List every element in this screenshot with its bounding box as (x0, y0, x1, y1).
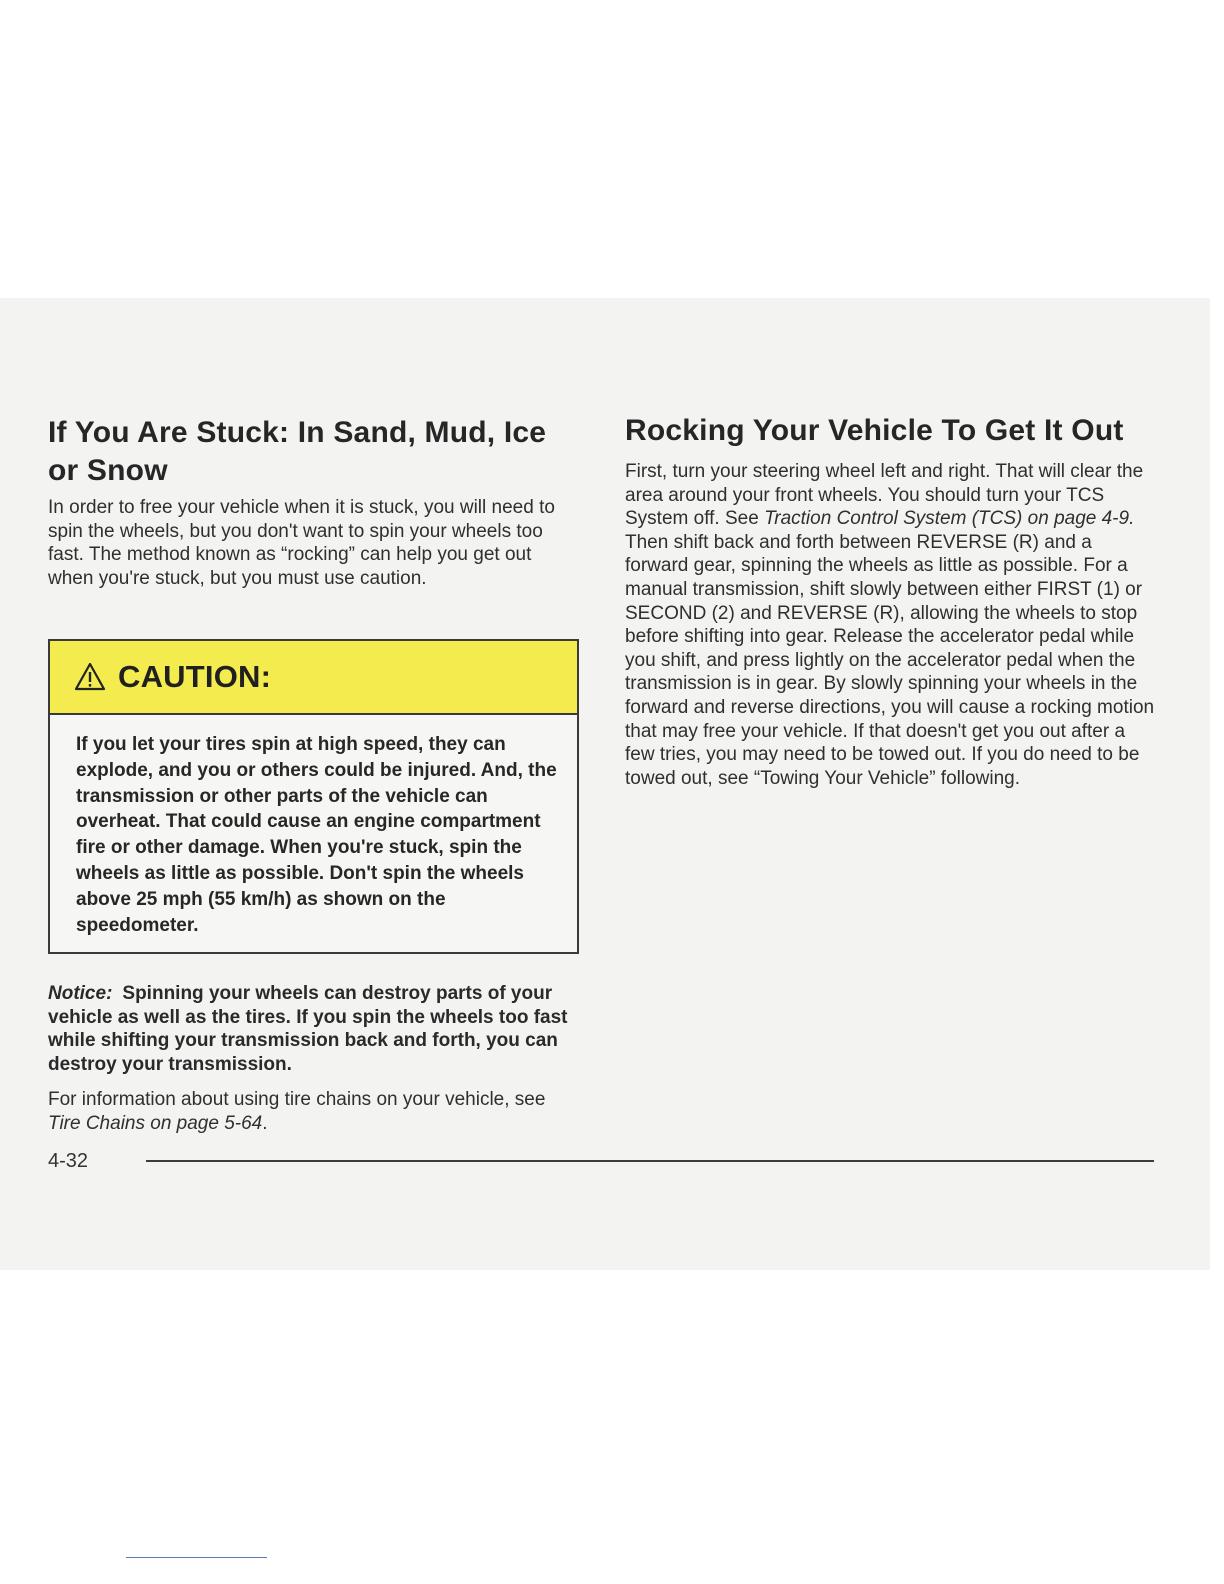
warning-triangle-icon (74, 662, 106, 692)
tcs-reference: Traction Control System (TCS) on page 4-9. (764, 508, 1135, 530)
rocking-text-part2: Then shift back and forth between REVERSE (R) and a forward gear, spinning the wheels as little as possible. For a manual transmission, shift slowly between either FIRST (1) or SECOND (2) and REVERSE (R), allowing the wheels to stop before shifting into gear. Release the accelerator pedal while you shift, and press lightly on the accelerator pedal when the transmission is in gear. By slowly spinning your wheels in the forward and reverse directions, you will cause a rocking motion that may free your vehicle. If that doesn't get you out after a few tries, you may need to be towed out. If you do need to be towed out, see “Towing Your Vehicle” following. (625, 531, 1155, 789)
caution-box (48, 639, 579, 954)
stuck-section-title: If You Are Stuck: In Sand, Mud, Ice or Snow (48, 416, 547, 487)
caution-label: CAUTION: (118, 659, 272, 694)
tire-chains-paragraph (48, 1088, 568, 1135)
bottom-divider (126, 1557, 267, 1558)
stuck-intro-paragraph: In order to free your vehicle when it is stuck, you will need to spin the wheels, but you don't want to spin your wheels too fast. The method known as “rocking” can help you get out when you're stuck, but you must use caution. (48, 497, 555, 589)
manual-page (0, 298, 1210, 1270)
notice-text: Spinning your wheels can destroy parts of your vehicle as well as the tires. If you spin the wheels too fast while shifting your transmission back and forth, you can destroy your transmission. (48, 983, 568, 1075)
notice-label: Notice: (48, 983, 113, 1004)
rocking-section-title: Rocking Your Vehicle To Get It Out (625, 414, 1124, 447)
tire-chains-reference: Tire Chains on page 5-64 (48, 1112, 263, 1134)
page-number: 4-32 (48, 1150, 89, 1172)
rocking-paragraph (625, 460, 1155, 790)
tire-chains-end: . (262, 1112, 268, 1134)
notice-paragraph (48, 982, 582, 1076)
rocking-text-part1: First, turn your steering wheel left and right. That will clear the area around your front wheels. You should turn your TCS System off. See (625, 461, 1144, 530)
tire-chains-text: For information about using tire chains on your vehicle, see (48, 1089, 546, 1110)
caution-header (50, 641, 577, 715)
caution-text: If you let your tires spin at high speed, they can explode, and you or others could be injured. And, the transmission or other parts of the vehicle can overheat. That could cause an engine compartment fire or other damage. When you're stuck, spin the wheels as little as possible. Don't spin the wheels above 25 mph (55 km/h) as shown on the speedometer. (76, 734, 557, 936)
footer-rule (146, 1160, 1154, 1162)
